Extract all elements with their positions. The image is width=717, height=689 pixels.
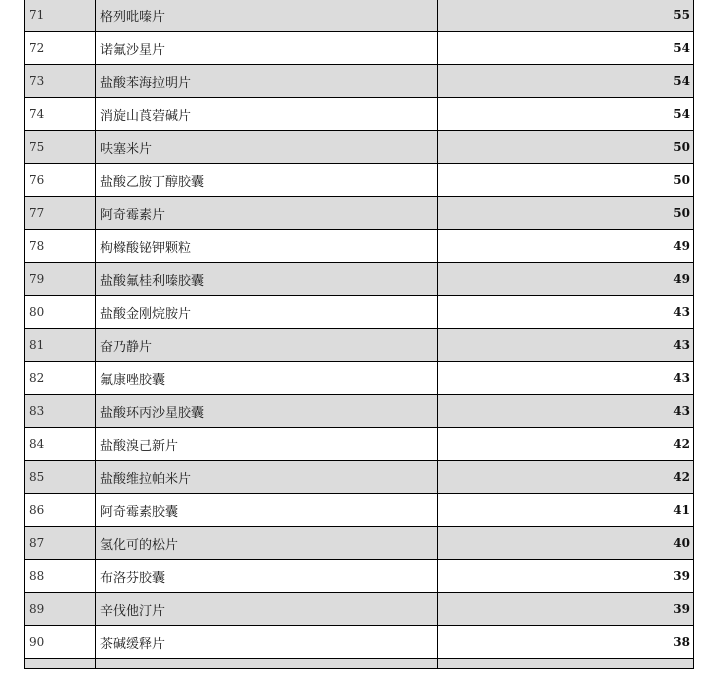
drug-name: 阿奇霉素胶囊 bbox=[96, 494, 438, 527]
drug-count: 40 bbox=[438, 527, 694, 560]
drug-count: 55 bbox=[438, 0, 694, 32]
drug-count: 43 bbox=[438, 296, 694, 329]
drug-name: 盐酸金刚烷胺片 bbox=[96, 296, 438, 329]
drug-count: 50 bbox=[438, 197, 694, 230]
row-number: 76 bbox=[25, 164, 96, 197]
row-number: 84 bbox=[25, 428, 96, 461]
drug-name: 氟康唑胶囊 bbox=[96, 362, 438, 395]
row-number: 78 bbox=[25, 230, 96, 263]
drug-count: 54 bbox=[438, 65, 694, 98]
drug-name: 格列吡嗪片 bbox=[96, 0, 438, 32]
row-number: 79 bbox=[25, 263, 96, 296]
drug-name: 盐酸环丙沙星胶囊 bbox=[96, 395, 438, 428]
table-row bbox=[25, 527, 694, 560]
row-number: 86 bbox=[25, 494, 96, 527]
table-row bbox=[25, 428, 694, 461]
drug-name: 盐酸氟桂利嗪胶囊 bbox=[96, 263, 438, 296]
table-row bbox=[25, 32, 694, 65]
drug-count: 38 bbox=[438, 626, 694, 659]
table-row-partial bbox=[25, 659, 694, 669]
table-row bbox=[25, 131, 694, 164]
drug-name: 盐酸维拉帕米片 bbox=[96, 461, 438, 494]
drug-count: 54 bbox=[438, 98, 694, 131]
drug-count: 54 bbox=[438, 32, 694, 65]
row-number: 80 bbox=[25, 296, 96, 329]
row-number: 83 bbox=[25, 395, 96, 428]
drug-name: 诺氟沙星片 bbox=[96, 32, 438, 65]
drug-count: 49 bbox=[438, 263, 694, 296]
drug-name: 辛伐他汀片 bbox=[96, 593, 438, 626]
row-number: 75 bbox=[25, 131, 96, 164]
row-number: 73 bbox=[25, 65, 96, 98]
table-row bbox=[25, 263, 694, 296]
drug-name: 盐酸溴己新片 bbox=[96, 428, 438, 461]
drug-name-cell-partial bbox=[96, 659, 438, 669]
drug-name: 氢化可的松片 bbox=[96, 527, 438, 560]
table-row bbox=[25, 230, 694, 263]
drug-count-cell-partial bbox=[438, 659, 694, 669]
drug-count: 39 bbox=[438, 560, 694, 593]
drug-ranking-table-container bbox=[24, 0, 693, 669]
table-row bbox=[25, 329, 694, 362]
row-number: 88 bbox=[25, 560, 96, 593]
table-row bbox=[25, 98, 694, 131]
drug-name: 盐酸乙胺丁醇胶囊 bbox=[96, 164, 438, 197]
drug-name: 呋塞米片 bbox=[96, 131, 438, 164]
table-row bbox=[25, 197, 694, 230]
drug-name: 枸橼酸铋钾颗粒 bbox=[96, 230, 438, 263]
table-row bbox=[25, 0, 694, 32]
table-row bbox=[25, 461, 694, 494]
drug-count: 43 bbox=[438, 362, 694, 395]
drug-name: 消旋山莨菪碱片 bbox=[96, 98, 438, 131]
row-number: 87 bbox=[25, 527, 96, 560]
drug-name: 阿奇霉素片 bbox=[96, 197, 438, 230]
drug-ranking-table bbox=[24, 0, 694, 669]
table-row bbox=[25, 395, 694, 428]
table-row bbox=[25, 560, 694, 593]
row-number-cell-partial bbox=[25, 659, 96, 669]
row-number: 74 bbox=[25, 98, 96, 131]
drug-name: 盐酸苯海拉明片 bbox=[96, 65, 438, 98]
row-number: 71 bbox=[25, 0, 96, 32]
drug-count: 43 bbox=[438, 395, 694, 428]
table-row bbox=[25, 65, 694, 98]
row-number: 82 bbox=[25, 362, 96, 395]
table-row bbox=[25, 362, 694, 395]
row-number: 85 bbox=[25, 461, 96, 494]
table-row bbox=[25, 164, 694, 197]
drug-count: 42 bbox=[438, 461, 694, 494]
table-body bbox=[25, 0, 694, 669]
row-number: 89 bbox=[25, 593, 96, 626]
table-row bbox=[25, 494, 694, 527]
drug-count: 41 bbox=[438, 494, 694, 527]
table-row bbox=[25, 626, 694, 659]
drug-count: 50 bbox=[438, 131, 694, 164]
row-number: 77 bbox=[25, 197, 96, 230]
drug-name: 奋乃静片 bbox=[96, 329, 438, 362]
row-number: 81 bbox=[25, 329, 96, 362]
table-row bbox=[25, 296, 694, 329]
row-number: 72 bbox=[25, 32, 96, 65]
drug-count: 42 bbox=[438, 428, 694, 461]
drug-count: 43 bbox=[438, 329, 694, 362]
table-row bbox=[25, 593, 694, 626]
drug-count: 50 bbox=[438, 164, 694, 197]
row-number: 90 bbox=[25, 626, 96, 659]
drug-name: 茶碱缓释片 bbox=[96, 626, 438, 659]
drug-count: 49 bbox=[438, 230, 694, 263]
drug-count: 39 bbox=[438, 593, 694, 626]
drug-name: 布洛芬胶囊 bbox=[96, 560, 438, 593]
